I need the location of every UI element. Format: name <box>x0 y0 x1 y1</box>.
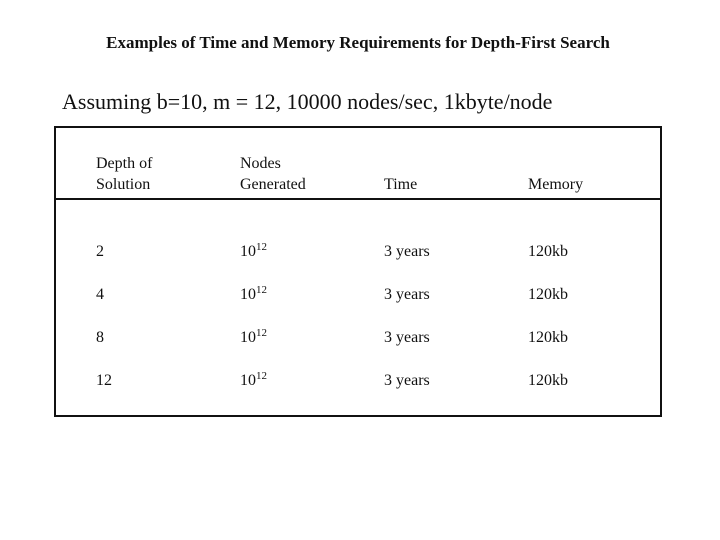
time-cell: 3 years <box>384 243 430 260</box>
depth-cell: 8 <box>96 329 104 346</box>
nodes-cell: $10^{12}$ <box>240 284 267 303</box>
nodes-cell: $10^{12}$ <box>240 327 267 346</box>
depth-cell: 2 <box>96 243 104 260</box>
slide-title: Examples of Time and Memory Requirements for Depth-First Search <box>106 33 610 52</box>
header-depth-line1: Depth of <box>96 155 153 172</box>
depth-cell: 12 <box>96 372 112 389</box>
requirements-table <box>54 126 662 417</box>
time-cell: 3 years <box>384 372 430 389</box>
header-nodes-line1: Nodes <box>240 155 281 172</box>
memory-cell: 120kb <box>528 243 568 260</box>
slide-subtitle: Assuming b=10, m = 12, 10000 nodes/sec, 1kbyte/node <box>62 89 553 114</box>
memory-cell: 120kb <box>528 329 568 346</box>
header-nodes-line2: Generated <box>240 176 306 193</box>
memory-cell: 120kb <box>528 372 568 389</box>
nodes-cell: $10^{12}$ <box>240 241 267 260</box>
time-cell: 3 years <box>384 286 430 303</box>
header-memory: Memory <box>528 176 584 193</box>
nodes-cell: $10^{12}$ <box>240 370 267 389</box>
memory-cell: 120kb <box>528 286 568 303</box>
time-cell: 3 years <box>384 329 430 346</box>
header-time: Time <box>384 176 418 193</box>
depth-cell: 4 <box>96 286 104 303</box>
header-depth-line2: Solution <box>96 176 151 193</box>
header-divider <box>56 198 660 200</box>
